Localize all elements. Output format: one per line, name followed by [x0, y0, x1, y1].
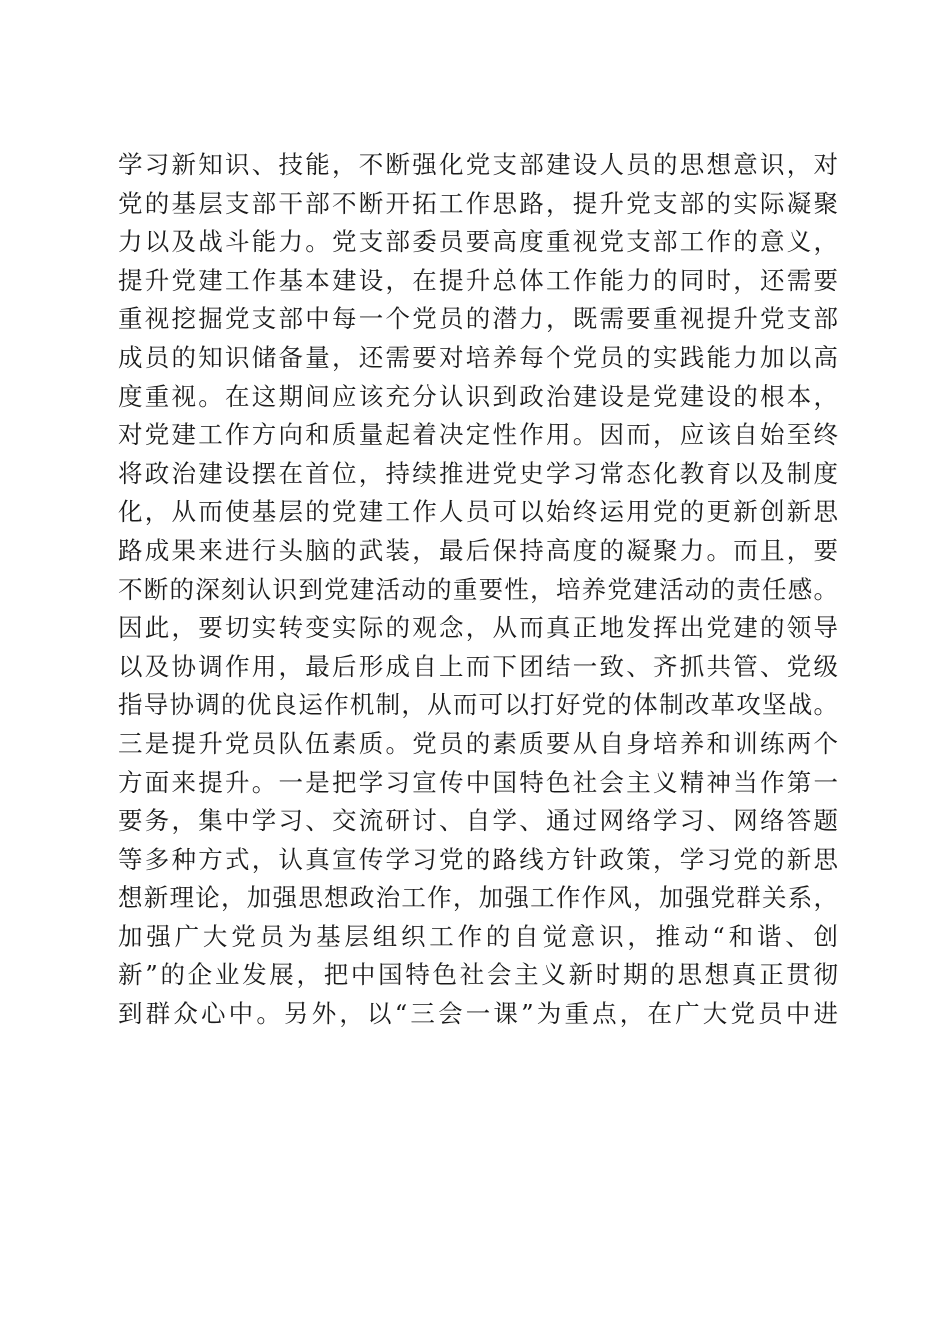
- text-line-5: 重视挖掘党支部中每一个党员的潜力，既需要重视提升党支部: [118, 304, 838, 334]
- text-line-11: 路成果来进行头脑的武装，最后保持高度的凝聚力。而且，要: [118, 535, 838, 565]
- text-line-7: 度重视。在这期间应该充分认识到政治建设是党建设的根本，: [118, 381, 838, 411]
- text-line-21: 加强广大党员为基层组织工作的自觉意识，推动“和谐、创: [118, 921, 838, 951]
- text-line-13: 因此，要切实转变实际的观念，从而真正地发挥出党建的领导: [118, 613, 838, 643]
- text-line-12: 不断的深刻认识到党建活动的重要性，培养党建活动的责任感。: [118, 574, 838, 604]
- text-line-4: 提升党建工作基本建设，在提升总体工作能力的同时，还需要: [118, 265, 838, 295]
- text-line-16: 三是提升党员队伍素质。党员的素质要从自身培养和训练两个: [118, 728, 838, 758]
- text-line-6: 成员的知识储备量，还需要对培养每个党员的实践能力加以高: [118, 342, 838, 372]
- text-line-14: 以及协调作用，最后形成自上而下团结一致、齐抓共管、党级: [118, 651, 838, 681]
- text-line-19: 等多种方式，认真宣传学习党的路线方针政策，学习党的新思: [118, 844, 838, 874]
- text-line-23: 到群众心中。另外，以“三会一课”为重点，在广大党员中进: [118, 999, 838, 1029]
- text-line-3: 力以及战斗能力。党支部委员要高度重视党支部工作的意义，: [118, 227, 838, 257]
- text-line-1: 学习新知识、技能，不断强化党支部建设人员的思想意识，对: [118, 150, 838, 179]
- text-line-2: 党的基层支部干部不断开拓工作思路，提升党支部的实际凝聚: [118, 188, 838, 218]
- text-line-8: 对党建工作方向和质量起着决定性作用。因而，应该自始至终: [118, 420, 838, 450]
- text-line-15: 指导协调的优良运作机制，从而可以打好党的体制改革攻坚战。: [118, 690, 838, 720]
- text-line-18: 要务，集中学习、交流研讨、自学、通过网络学习、网络答题: [118, 806, 838, 836]
- body-text: [118, 146, 838, 1034]
- text-line-22: 新”的企业发展，把中国特色社会主义新时期的思想真正贯彻: [118, 960, 838, 990]
- text-line-20: 想新理论，加强思想政治工作，加强工作作风，加强党群关系，: [118, 883, 838, 913]
- text-line-17: 方面来提升。一是把学习宣传中国特色社会主义精神当作第一: [118, 767, 838, 797]
- text-line-9: 将政治建设摆在首位，持续推进党史学习常态化教育以及制度: [118, 458, 838, 488]
- text-line-10: 化，从而使基层的党建工作人员可以始终运用党的更新创新思: [118, 497, 838, 527]
